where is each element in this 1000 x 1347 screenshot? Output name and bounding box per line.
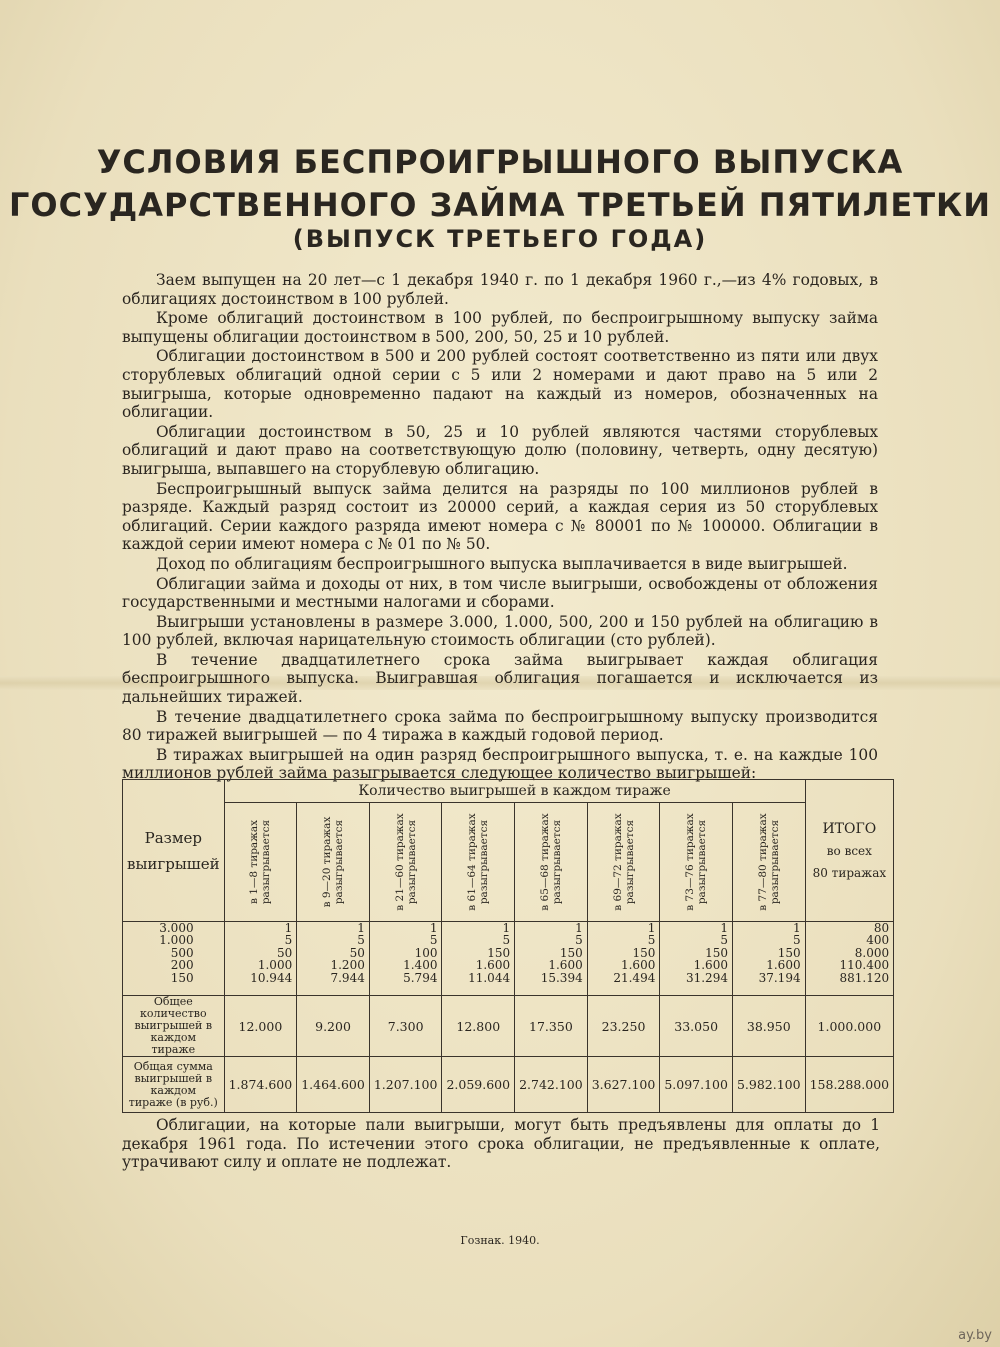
- header-total-line-3: 80 тиражах: [812, 865, 887, 880]
- prize-count-cell: 1 5 150 1.600 37.194: [732, 922, 805, 996]
- prize-count-cell: 1 5 150 1.600 11.044: [442, 922, 515, 996]
- column-header-text: в 61—64 тиражах разыгрывается: [466, 813, 491, 911]
- footer-paragraph: Облигации, на которые пали выигрыши, могут быть предъявлены для оплаты до 1 декабря 1961 года. По истечении этого срока облигации, не предъявленные к оплате, утрачивают силу и оплате не подлежат.: [122, 1116, 880, 1172]
- paragraph: Кроме облигаций достоинством в 100 рублей, по беспроигрышному выпуску займа выпущены облигации достоинством в 500, 200, 50, 25 и 10 рублей.: [122, 309, 878, 346]
- count-cell: 17.350: [515, 996, 588, 1057]
- column-header-text: в 65—68 тиражах разыгрывается: [538, 813, 563, 911]
- paragraph: Облигации займа и доходы от них, в том числе выигрыши, освобождены от обложения государственными и местными налогами и сборами.: [122, 574, 878, 612]
- paragraph: Доход по облигациям беспроигрышного выпуска выплачивается в виде выигрышей.: [156, 554, 848, 573]
- sum-cell: 1.207.100: [369, 1057, 442, 1113]
- count-cell: 9.200: [297, 996, 370, 1057]
- sum-cell: 1.464.600: [297, 1057, 370, 1113]
- sum-cell: 5.982.100: [732, 1057, 805, 1113]
- sum-cell: 3.627.100: [587, 1057, 660, 1113]
- prize-size-list: 3.000 1.000 500 200 150: [123, 922, 225, 996]
- count-cell: 38.950: [732, 996, 805, 1057]
- column-header: [442, 803, 515, 922]
- column-header: [369, 803, 442, 922]
- column-header: [732, 803, 805, 922]
- header-total: [805, 780, 894, 922]
- column-header-text: в 69—72 тиражах разыгрывается: [611, 813, 636, 911]
- footer-text-block: [122, 1116, 880, 1172]
- column-header-text: в 21—60 тиражах разыгрывается: [393, 813, 418, 911]
- count-cell: 12.000: [224, 996, 297, 1057]
- column-header-text: в 73—76 тиражах разыгрывается: [684, 813, 709, 911]
- paragraph: Выигрыши установлены в размере 3.000, 1.000, 500, 200 и 150 рублей на облигацию в 100 рублей, включая нарицательную стоимость облигации (сто рублей).: [122, 612, 878, 650]
- paragraph: Заем выпущен на 20 лет—с 1 декабря 1940 г. по 1 декабря 1960 г.,—из 4% годовых, в облигациях достоинством в 100 рублей.: [122, 271, 878, 308]
- count-cell: 12.800: [442, 996, 515, 1057]
- sum-row-label: Общая сумма выигрышей в каждом тираже (в руб.): [123, 1057, 225, 1113]
- prize-count-cell: 1 5 150 1.600 31.294: [660, 922, 733, 996]
- title-line-2: ГОСУДАРСТВЕННОГО ЗАЙМА ТРЕТЬЕЙ ПЯТИЛЕТКИ: [9, 186, 991, 224]
- title-line-3: (ВЫПУСК ТРЕТЬЕГО ГОДА): [292, 225, 708, 253]
- prize-count-cell: 1 5 150 1.600 21.494: [587, 922, 660, 996]
- prize-total-cell: 80 400 8.000 110.400 881.120: [805, 922, 894, 996]
- paragraph: В течение двадцатилетнего срока займа выигрывает каждая облигация беспроигрышного выпуска. Выигравшая облигация погашается и исключается из дальнейших тиражей.: [122, 650, 878, 707]
- paragraph: Облигации достоинством в 50, 25 и 10 рублей являются частями сторублевых облигаций и дают право на соответствующую долю (половину, четверть, одну десятую) выигрыша, выпавшего на сторублевую облигацию.: [122, 422, 878, 478]
- column-header-text: в 9—20 тиражах разыгрывается: [321, 816, 346, 908]
- column-header: [297, 803, 370, 922]
- prize-count-cell: 1 5 50 1.200 7.944: [297, 922, 370, 996]
- paragraph: В тиражах выигрышей на один разряд беспроигрышного выпуска, т. е. на каждые 100 миллионов рублей займа разыгрывается следующее количество выигрышей:: [122, 745, 878, 783]
- column-header: [587, 803, 660, 922]
- count-cell: 23.250: [587, 996, 660, 1057]
- site-watermark: ay.by: [958, 1328, 992, 1343]
- header-total-line-2: во всех: [826, 843, 872, 858]
- count-row-label: Общее количество выигрышей в каждом тираже: [123, 996, 225, 1057]
- count-cell: 33.050: [660, 996, 733, 1057]
- prize-table: [122, 779, 894, 1113]
- count-total-cell: 1.000.000: [805, 996, 894, 1057]
- column-header: [515, 803, 588, 922]
- sum-cell: 5.097.100: [660, 1057, 733, 1113]
- conditions-body: [122, 271, 878, 784]
- paragraph: Беспроигрышный выпуск займа делится на разряды по 100 миллионов рублей в разряде. Каждый разряд состоит из 20000 серий, а каждая серия из 50 сторублевых облигаций. Серии каждого разряда имеют номера с № 80001 по № 100000. Облигации в каждой серии имеют номера с № 01 по № 50.: [122, 479, 878, 554]
- column-header-text: в 1—8 тиражах разыгрывается: [248, 819, 273, 905]
- paragraph: Облигации достоинством в 500 и 200 рублей состоят соответственно из пяти или двух сторублевых облигаций одной серии с 5 или 2 номерами и дают право на 5 или 2 выигрыша, которые одновременно падают на каждый из номеров, обозначенных на облигации.: [122, 347, 878, 422]
- paragraph: В течение двадцатилетнего срока займа по беспроигрышному выпуску производится 80 тиражей выигрышей — по 4 тиража в каждый годовой период.: [122, 707, 878, 745]
- header-quantity: Количество выигрышей в каждом тираже: [224, 780, 805, 803]
- count-cell: 7.300: [369, 996, 442, 1057]
- header-total-line-1: ИТОГО: [822, 820, 877, 837]
- sum-cell: 2.059.600: [442, 1057, 515, 1113]
- prize-count-cell: 1 5 50 1.000 10.944: [224, 922, 297, 996]
- sum-cell: 2.742.100: [515, 1057, 588, 1113]
- column-header: [224, 803, 297, 922]
- prize-count-cell: 1 5 100 1.400 5.794: [369, 922, 442, 996]
- column-header: [660, 803, 733, 922]
- printer-imprint: Гознак. 1940.: [460, 1234, 540, 1247]
- column-header-text: в 77—80 тиражах разыгрывается: [756, 813, 781, 911]
- sum-total-cell: 158.288.000: [805, 1057, 894, 1113]
- sum-cell: 1.874.600: [224, 1057, 297, 1113]
- prize-count-cell: 1 5 150 1.600 15.394: [515, 922, 588, 996]
- header-prize-size: Размер выигрышей: [123, 780, 225, 922]
- title-line-1: УСЛОВИЯ БЕСПРОИГРЫШНОГО ВЫПУСКА: [96, 143, 904, 181]
